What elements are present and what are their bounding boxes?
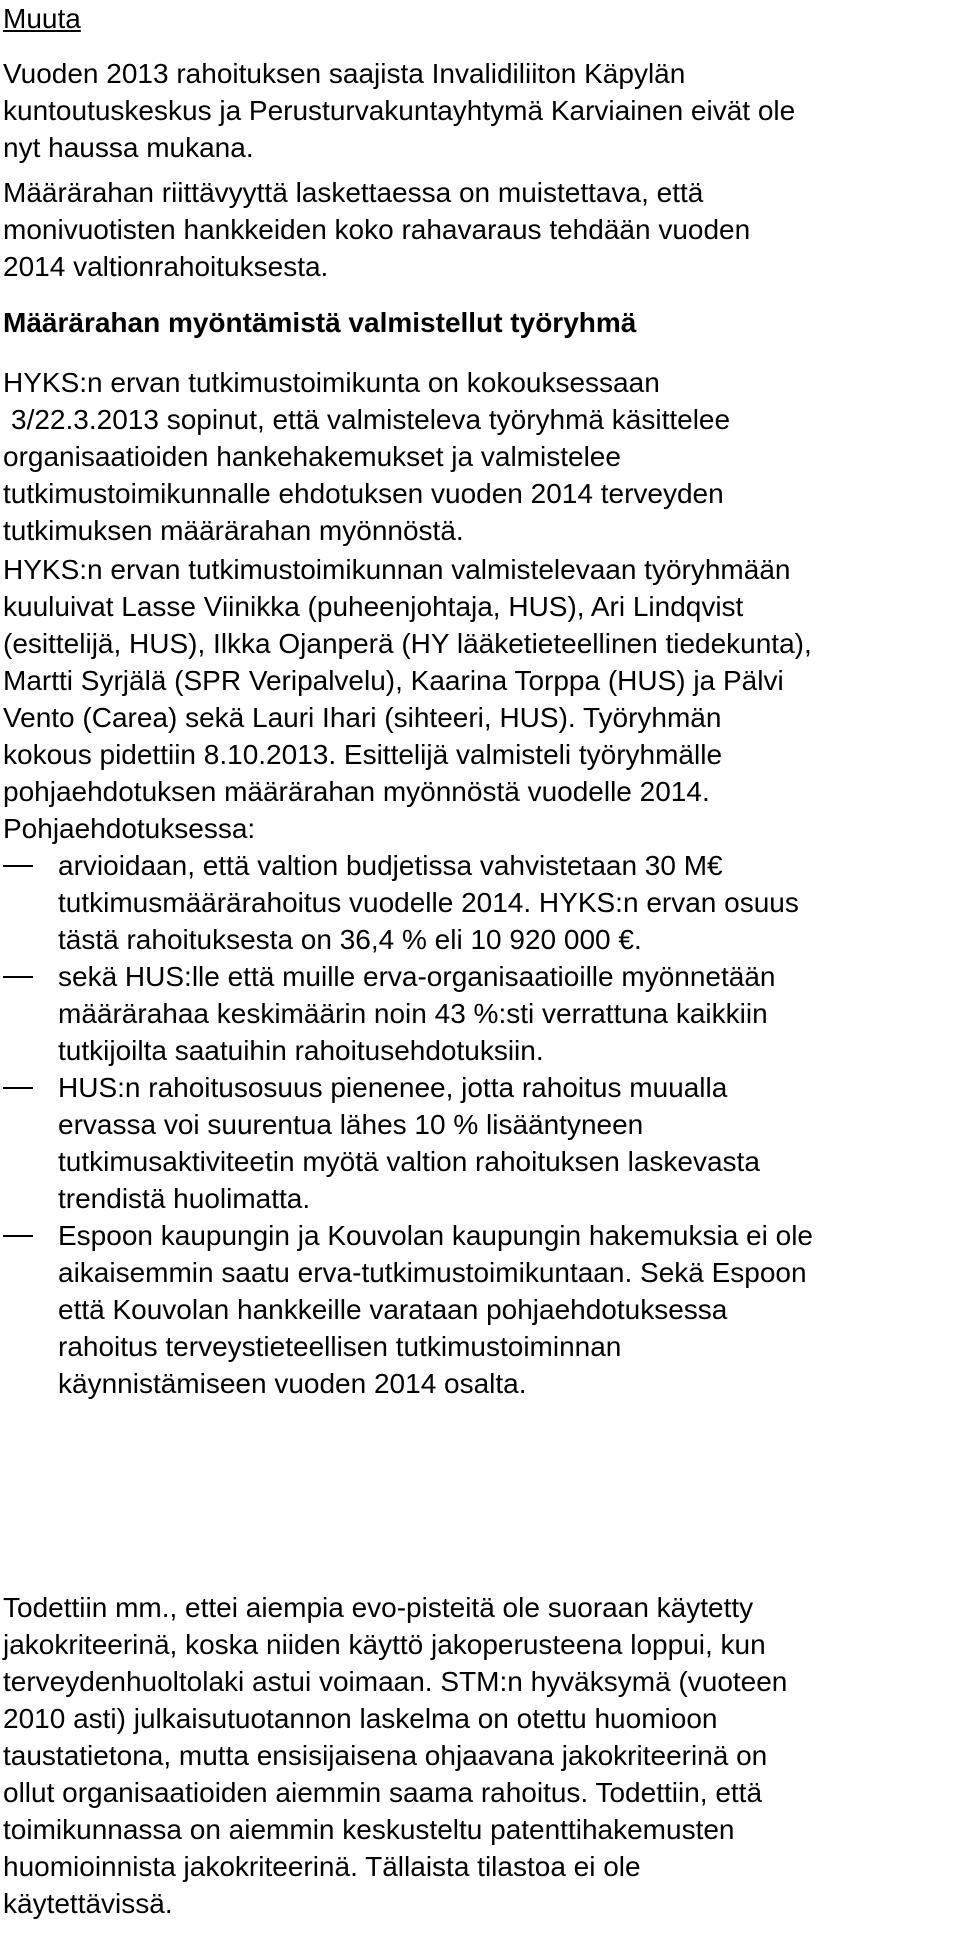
text-line: arvioidaan, että valtion budjetissa vahvistetaan 30 M€	[58, 850, 723, 881]
text-line: tutkijoilta saatuihin rahoitusehdotuksiin.	[58, 1035, 544, 1066]
text-line: Vuoden 2013 rahoituksen saajista Invalidiliiton Käpylän	[3, 58, 686, 89]
conclusion-paragraph	[3, 1589, 953, 1922]
text-line: tästä rahoituksesta on 36,4 % eli 10 920 000 €.	[58, 924, 642, 955]
bullet-text	[58, 958, 958, 1069]
text-line: tutkimustoimikunnalle ehdotuksen vuoden 2014 terveyden	[3, 478, 724, 509]
text-line: käynnistämiseen vuoden 2014 osalta.	[58, 1368, 527, 1399]
text-line: pohjaehdotuksen määrärahan myönnöstä vuodelle 2014.	[3, 776, 710, 807]
bullet-text	[58, 1217, 958, 1402]
text-line: jakokriteerinä, koska niiden käyttö jakoperusteena loppui, kun	[3, 1629, 766, 1660]
text-line: HYKS:n ervan tutkimustoimikunta on kokouksessaan	[3, 367, 660, 398]
text-line: rahoitus terveystieteellisen tutkimustoiminnan	[58, 1331, 622, 1362]
text-line: kuuluivat Lasse Viinikka (puheenjohtaja, HUS), Ari Lindqvist	[3, 591, 744, 622]
bullet-text	[58, 1069, 958, 1217]
text-line: tutkimuksen määrärahan myönnöstä.	[3, 515, 464, 546]
text-line: kuntoutuskeskus ja Perusturvakuntayhtymä Karviainen eivät ole	[3, 95, 796, 126]
text-line: taustatietona, mutta ensisijaisena ohjaavana jakokriteerinä on	[3, 1740, 768, 1771]
text-line: HUS:n rahoitusosuus pienenee, jotta rahoitus muualla	[58, 1072, 728, 1103]
text-line: käytettävissä.	[3, 1888, 173, 1919]
subheading-text: Määrärahan myöntämistä valmistellut työryhmä	[3, 307, 637, 338]
text-line: 2010 asti) julkaisutuotannon laskelma on otettu huomioon	[3, 1703, 718, 1734]
text-line: trendistä huolimatta.	[58, 1183, 311, 1214]
text-line: Martti Syrjälä (SPR Veripalvelu), Kaarina Torppa (HUS) ja Pälvi	[3, 665, 784, 696]
text-line: Todettiin mm., ettei aiempia evo-pisteitä ole suoraan käytetty	[3, 1592, 754, 1623]
text-line: ervassa voi suurentua lähes 10 % lisääntyneen	[58, 1109, 644, 1140]
reserve-note-paragraph	[3, 174, 953, 285]
dash-bullet-icon	[3, 976, 33, 978]
text-line: monivuotisten hankkeiden koko rahavaraus tehdään vuoden	[3, 214, 751, 245]
dash-bullet-icon	[3, 1087, 33, 1089]
text-line: että Kouvolan hankkeille varataan pohjaehdotuksessa	[58, 1294, 728, 1325]
text-line: kokous pidettiin 8.10.2013. Esittelijä valmisteli työryhmälle	[3, 739, 723, 770]
section-heading-muuta: Muuta	[3, 3, 81, 34]
text-line: Määrärahan riittävyyttä laskettaessa on muistettava, että	[3, 177, 704, 208]
bullet-text	[58, 847, 958, 958]
working-group-heading	[3, 304, 953, 341]
dash-bullet-icon	[3, 1235, 33, 1237]
text-line: tutkimusaktiviteetin myötä valtion rahoituksen laskevasta	[58, 1146, 760, 1177]
intro-paragraph	[3, 55, 953, 166]
text-line: 2014 valtionrahoituksesta.	[3, 251, 329, 282]
text-line: määrärahaa keskimäärin noin 43 %:sti verrattuna kaikkiin	[58, 998, 768, 1029]
text-line: Espoon kaupungin ja Kouvolan kaupungin hakemuksia ei ole	[58, 1220, 813, 1251]
text-line: organisaatioiden hankehakemukset ja valmistelee	[3, 441, 621, 472]
meeting-paragraph	[3, 364, 953, 549]
text-line: HYKS:n ervan tutkimustoimikunnan valmistelevaan työryhmään	[3, 554, 791, 585]
text-line: 3/22.3.2013 sopinut, että valmisteleva työryhmä käsittelee	[11, 404, 731, 435]
text-line: Vento (Carea) sekä Lauri Ihari (sihteeri, HUS). Työryhmän	[3, 702, 722, 733]
text-line: sekä HUS:lle että muille erva-organisaatioille myönnetään	[58, 961, 776, 992]
text-line: nyt haussa mukana.	[3, 132, 254, 163]
text-line: (esittelijä, HUS), Ilkka Ojanperä (HY lääketieteellinen tiedekunta),	[3, 628, 812, 659]
text-line: Pohjaehdotuksessa:	[3, 813, 256, 844]
members-paragraph	[3, 551, 953, 847]
text-line: aikaisemmin saatu erva-tutkimustoimikuntaan. Sekä Espoon	[58, 1257, 807, 1288]
text-line: toimikunnassa on aiemmin keskusteltu patenttihakemusten	[3, 1814, 735, 1845]
text-line: tutkimusmäärärahoitus vuodelle 2014. HYKS:n ervan osuus	[58, 887, 799, 918]
text-line: ollut organisaatioiden aiemmin saama rahoitus. Todettiin, että	[3, 1777, 763, 1808]
text-line: terveydenhuoltolaki astui voimaan. STM:n hyväksymä (vuoteen	[3, 1666, 788, 1697]
text-line: huomioinnista jakokriteerinä. Tällaista tilastoa ei ole	[3, 1851, 641, 1882]
dash-bullet-icon	[3, 865, 33, 867]
